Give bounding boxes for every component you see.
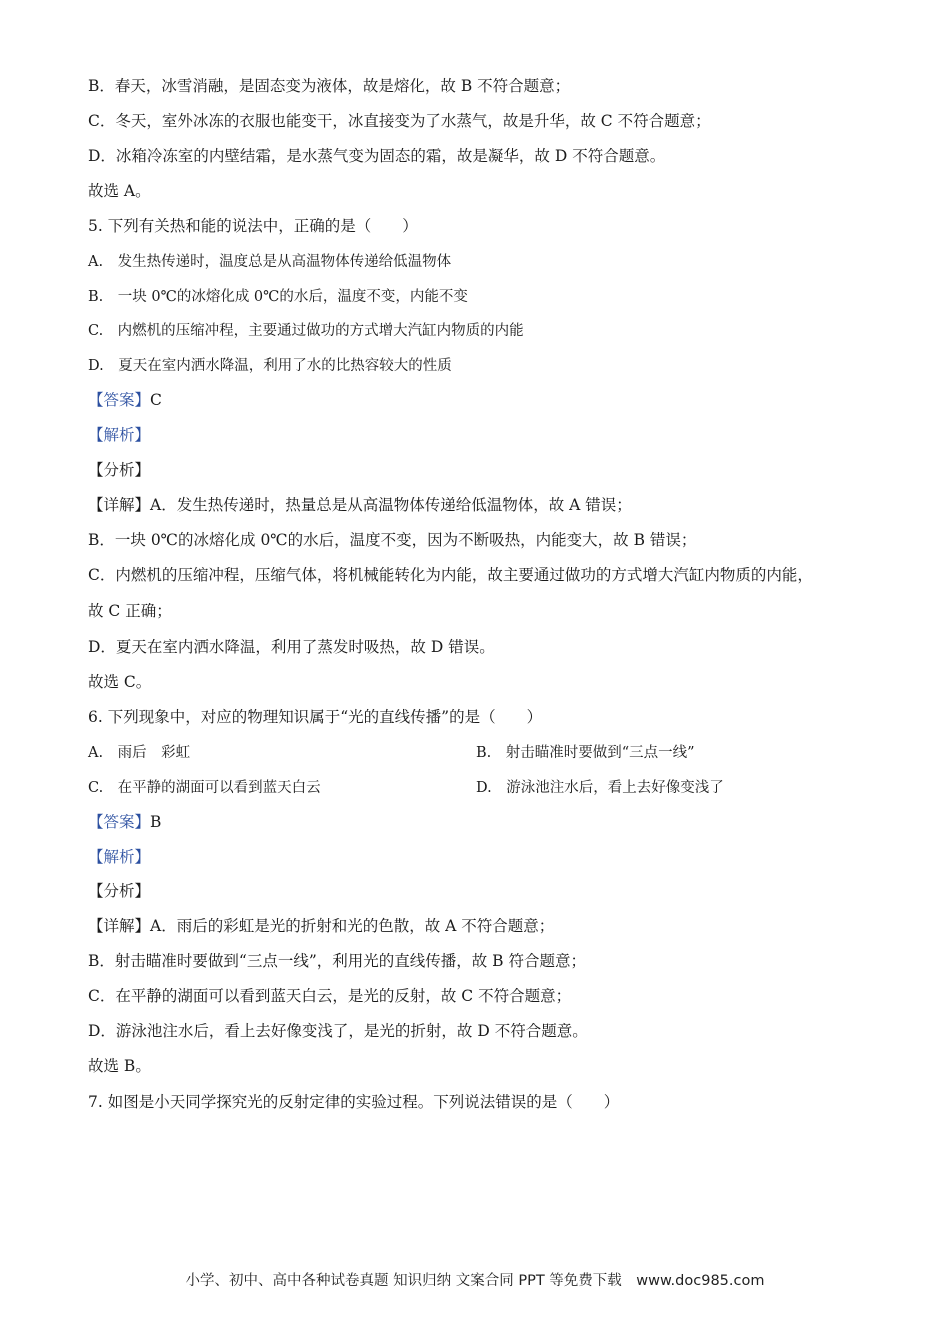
- option-a: A. 雨后 彩虹: [88, 745, 191, 761]
- text-line: 故选 A。: [88, 182, 151, 200]
- text-line: 故选 C。: [88, 673, 152, 691]
- option-d: D. 游泳池注水后，看上去好像变浅了: [476, 780, 724, 796]
- detail-line: [88, 916, 554, 936]
- detail-text: A．发生热传递时，热量总是从高温物体传递给低温物体，故 A 错误；: [150, 496, 632, 514]
- answer-line: [88, 390, 162, 410]
- fenxi-label: 【分析】: [88, 461, 151, 479]
- answer-value: B: [150, 813, 162, 831]
- detail-label: 【详解】: [88, 496, 151, 514]
- answer-label: 【答案】: [88, 813, 151, 831]
- text-line: 故选 B。: [88, 1057, 151, 1075]
- text-line: C．在平静的湖面可以看到蓝天白云，是光的反射，故 C 不符合题意；: [88, 987, 572, 1005]
- option-a: A. 发生热传递时，温度总是从高温物体传递给低温物体: [88, 254, 452, 270]
- text-line: D．冰箱冷冻室的内壁结霜，是水蒸气变为固态的霜，故是凝华，故 D 不符合题意。: [88, 147, 666, 165]
- option-row: [88, 743, 190, 763]
- question-5: 5. 下列有关热和能的说法中，正确的是（ ）: [88, 217, 418, 235]
- text-line: D．夏天在室内洒水降温，利用了蒸发时吸热，故 D 错误。: [88, 638, 495, 656]
- analysis-label: 【解析】: [88, 426, 151, 444]
- text-line: C．内燃机的压缩冲程，压缩气体，将机械能转化为内能，故主要通过做功的方式增大汽缸内物质的内能，: [88, 566, 813, 584]
- question-6: 6. 下列现象中，对应的物理知识属于“光的直线传播”的是（ ）: [88, 708, 543, 726]
- option-d: D. 夏天在室内洒水降温，利用了水的比热容较大的性质: [88, 358, 452, 374]
- option-c: C. 在平静的湖面可以看到蓝天白云: [88, 780, 321, 796]
- analysis-label: 【解析】: [88, 848, 151, 866]
- text-line: C．冬天，室外冰冻的衣服也能变干，冰直接变为了水蒸气，故是升华，故 C 不符合题意；: [88, 112, 711, 130]
- text-line: 故 C 正确；: [88, 602, 172, 620]
- option-c: C. 内燃机的压缩冲程，主要通过做功的方式增大汽缸内物质的内能: [88, 323, 524, 339]
- detail-text: A．雨后的彩虹是光的折射和光的色散，故 A 不符合题意；: [150, 917, 555, 935]
- detail-label: 【详解】: [88, 917, 151, 935]
- text-line: B．一块 0℃的冰熔化成 0℃的水后，温度不变，因为不断吸热，内能变大，故 B 错误；: [88, 531, 697, 549]
- text-line: D．游泳池注水后，看上去好像变浅了，是光的折射，故 D 不符合题意。: [88, 1022, 588, 1040]
- text-line: B．春天，冰雪消融，是固态变为液体，故是熔化，故 B 不符合题意；: [88, 77, 571, 95]
- question-7: 7. 如图是小天同学探究光的反射定律的实验过程。下列说法错误的是（ ）: [88, 1093, 620, 1111]
- answer-label: 【答案】: [88, 391, 151, 409]
- page-footer: 小学、初中、高中各种试卷真题 知识归纳 文案合同 PPT 等免费下载 www.doc985.com: [185, 1273, 765, 1289]
- option-b: B. 射击瞄准时要做到“三点一线”: [476, 745, 695, 761]
- fenxi-label: 【分析】: [88, 882, 151, 900]
- option-b: B. 一块 0℃的冰熔化成 0℃的水后，温度不变，内能不变: [88, 289, 468, 305]
- answer-value: C: [150, 391, 162, 409]
- text-line: B．射击瞄准时要做到“三点一线”，利用光的直线传播，故 B 符合题意；: [88, 952, 586, 970]
- answer-line: [88, 812, 161, 832]
- detail-line: [88, 495, 632, 515]
